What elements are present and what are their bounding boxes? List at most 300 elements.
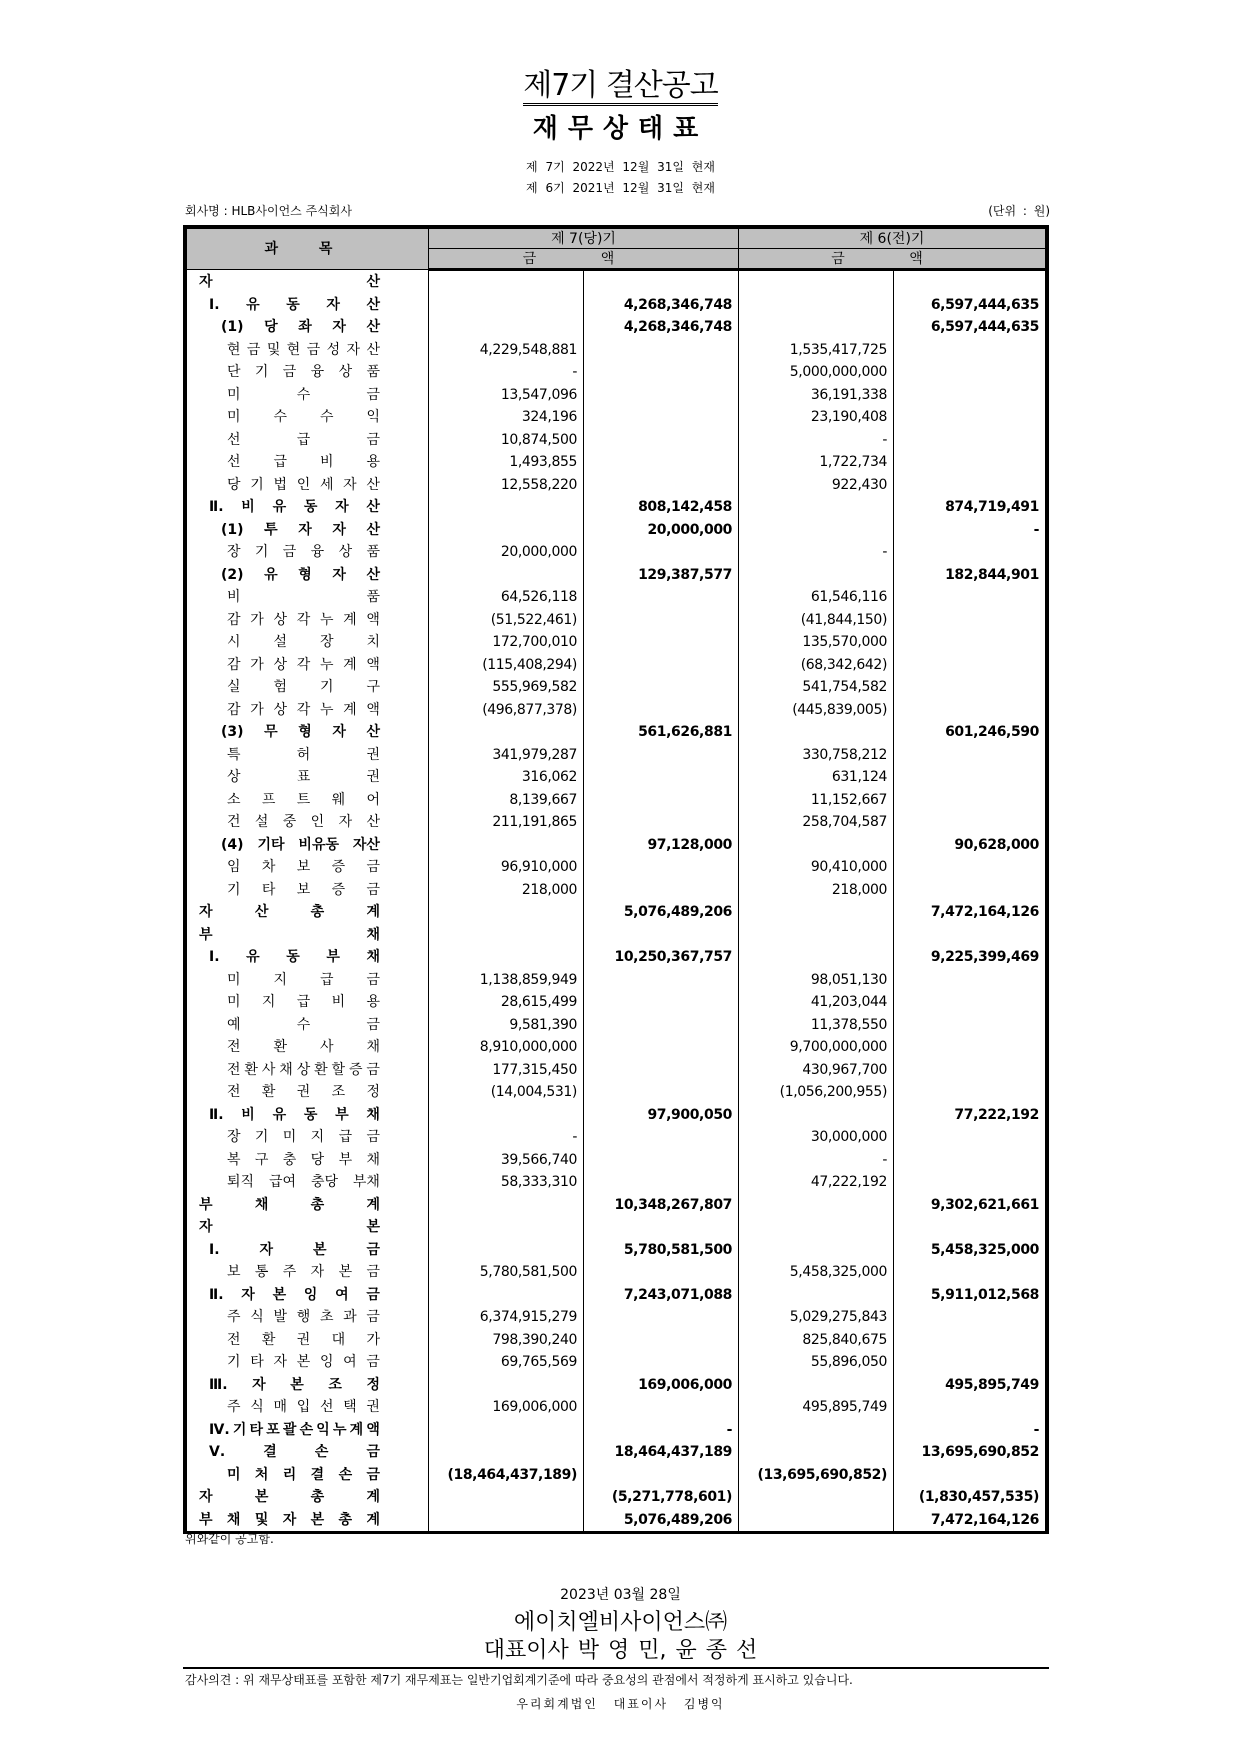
- amount-p1: 90,410,000: [739, 856, 894, 879]
- amount-c2: [584, 1329, 739, 1352]
- amount-c2: 808,142,458: [584, 496, 739, 519]
- amount-p2: [894, 1351, 1046, 1374]
- amount-c2: -: [584, 1419, 739, 1442]
- amount-c1: (18,464,437,189): [429, 1464, 584, 1487]
- account-label-text: (1) 당 좌 자 산: [221, 319, 380, 336]
- amount-c1: [429, 1104, 584, 1127]
- header-current-period: 제 7(당)기: [429, 229, 739, 249]
- amount-p2: 90,628,000: [894, 834, 1046, 857]
- table-row: [187, 609, 1046, 632]
- account-label: [187, 1351, 429, 1374]
- amount-p2: [894, 586, 1046, 609]
- account-label-text: Ⅱ. 비 유 동 자 산: [209, 499, 380, 516]
- table-row: [187, 699, 1046, 722]
- table-row: [187, 766, 1046, 789]
- amount-p1: 5,458,325,000: [739, 1261, 894, 1284]
- amount-p1: [739, 496, 894, 519]
- table-row: [187, 270, 1046, 294]
- amount-c1: 6,374,915,279: [429, 1306, 584, 1329]
- amount-p2: -: [894, 1419, 1046, 1442]
- account-label: [187, 811, 429, 834]
- amount-c2: 10,348,267,807: [584, 1194, 739, 1217]
- amount-p2: 9,302,621,661: [894, 1194, 1046, 1217]
- account-label-text: 기 타 보 증 금: [227, 881, 380, 898]
- amount-c1: [429, 834, 584, 857]
- account-label-text: 부 채 및 자 본 총 계: [199, 1511, 380, 1528]
- amount-c2: [584, 1149, 739, 1172]
- amount-p1: 1,722,734: [739, 451, 894, 474]
- account-label: [187, 451, 429, 474]
- account-label: [187, 676, 429, 699]
- account-label: [187, 1126, 429, 1149]
- account-label-text: 자 본: [199, 1219, 380, 1236]
- amount-c2: [584, 1216, 739, 1239]
- amount-p2: [894, 1126, 1046, 1149]
- amount-p2: 77,222,192: [894, 1104, 1046, 1127]
- account-label: [187, 969, 429, 992]
- amount-p1: [739, 1374, 894, 1397]
- account-label-text: Ⅰ. 유 동 부 채: [209, 949, 380, 966]
- table-row: [187, 789, 1046, 812]
- account-label-text: 자 산 총 계: [199, 904, 380, 921]
- amount-c1: 555,969,582: [429, 676, 584, 699]
- table-row: [187, 406, 1046, 429]
- account-label-text: 부 채 총 계: [199, 1196, 380, 1213]
- amount-p1: 5,000,000,000: [739, 361, 894, 384]
- table-row: [187, 1149, 1046, 1172]
- amount-p1: (1,056,200,955): [739, 1081, 894, 1104]
- amount-c2: [584, 384, 739, 407]
- account-label: [187, 339, 429, 362]
- amount-c1: [429, 946, 584, 969]
- auditor-signature: 우리회계법인 대표이사 김병익: [516, 1697, 725, 1711]
- account-label-text: 시 설 장 치: [227, 634, 380, 651]
- account-label: [187, 519, 429, 542]
- table-row: [187, 361, 1046, 384]
- amount-p2: 874,719,491: [894, 496, 1046, 519]
- amount-c1: -: [429, 361, 584, 384]
- amount-c2: [584, 856, 739, 879]
- account-label: [187, 721, 429, 744]
- amount-c2: [584, 361, 739, 384]
- amount-c2: 18,464,437,189: [584, 1441, 739, 1464]
- amount-p1: 47,222,192: [739, 1171, 894, 1194]
- amount-p1: (68,342,642): [739, 654, 894, 677]
- amount-p1: [739, 834, 894, 857]
- account-label-text: 특 허 권: [227, 746, 380, 763]
- amount-p1: 41,203,044: [739, 991, 894, 1014]
- account-label: [187, 946, 429, 969]
- table-row: [187, 946, 1046, 969]
- amount-c2: [584, 474, 739, 497]
- account-label-text: 임 차 보 증 금: [227, 859, 380, 876]
- table-row: [187, 1396, 1046, 1419]
- table-row: [187, 1486, 1046, 1509]
- amount-c1: 316,062: [429, 766, 584, 789]
- period-current: 제 7기 2022년 12월 31일 현재: [526, 160, 715, 174]
- amount-c2: [584, 429, 739, 452]
- account-label-text: (2) 유 형 자 산: [221, 566, 380, 583]
- notice-date: 2023년 03월 28일: [560, 1587, 681, 1603]
- amount-p1: -: [739, 429, 894, 452]
- amount-c1: [429, 316, 584, 339]
- header-prior-amount: 금 액: [739, 249, 1046, 270]
- amount-p1: [739, 946, 894, 969]
- amount-c2: [584, 924, 739, 947]
- amount-p2: [894, 1036, 1046, 1059]
- account-label: [187, 1306, 429, 1329]
- table-row: [187, 811, 1046, 834]
- amount-c1: 211,191,865: [429, 811, 584, 834]
- amount-c1: 13,547,096: [429, 384, 584, 407]
- table-row: [187, 564, 1046, 587]
- account-label: [187, 1014, 429, 1037]
- amount-p2: [894, 766, 1046, 789]
- amount-c2: 4,268,346,748: [584, 294, 739, 317]
- amount-p1: [739, 924, 894, 947]
- account-label-text: 선 급 금: [227, 431, 380, 448]
- table-row: [187, 1216, 1046, 1239]
- amount-c1: [429, 496, 584, 519]
- statement-title: 재무상태표: [532, 114, 709, 144]
- amount-c2: [584, 1171, 739, 1194]
- amount-p1: 61,546,116: [739, 586, 894, 609]
- amount-p1: [739, 294, 894, 317]
- amount-p1: [739, 1509, 894, 1532]
- amount-p2: [894, 924, 1046, 947]
- account-label: [187, 1081, 429, 1104]
- amount-p2: [894, 270, 1046, 294]
- account-label-text: 미 지 급 비 용: [227, 994, 380, 1011]
- amount-p2: 6,597,444,635: [894, 294, 1046, 317]
- table-row: [187, 1351, 1046, 1374]
- amount-c2: (5,271,778,601): [584, 1486, 739, 1509]
- amount-p1: [739, 1441, 894, 1464]
- table-row: [187, 676, 1046, 699]
- account-label-text: 주 식 매 입 선 택 권: [227, 1399, 380, 1416]
- amount-c1: [429, 270, 584, 294]
- amount-c1: [429, 1284, 584, 1307]
- amount-c1: 69,765,569: [429, 1351, 584, 1374]
- amount-c1: 218,000: [429, 879, 584, 902]
- amount-p2: [894, 1081, 1046, 1104]
- account-label: [187, 856, 429, 879]
- table-row: [187, 1306, 1046, 1329]
- account-label: [187, 270, 429, 294]
- period-prior: 제 6기 2021년 12월 31일 현재: [526, 181, 715, 195]
- amount-c2: [584, 406, 739, 429]
- account-label: [187, 384, 429, 407]
- amount-p2: [894, 1464, 1046, 1487]
- amount-c1: [429, 1216, 584, 1239]
- amount-c2: 4,268,346,748: [584, 316, 739, 339]
- account-label-text: 보 통 주 자 본 금: [227, 1264, 380, 1281]
- amount-p2: [894, 879, 1046, 902]
- account-label-text: 퇴직 급여 충당 부채: [227, 1174, 380, 1191]
- account-label: [187, 1464, 429, 1487]
- table-row: [187, 1284, 1046, 1307]
- amount-c1: [429, 901, 584, 924]
- table-row: [187, 1171, 1046, 1194]
- amount-c1: 64,526,118: [429, 586, 584, 609]
- amount-c2: [584, 1396, 739, 1419]
- table-row: [187, 1036, 1046, 1059]
- amount-p2: [894, 384, 1046, 407]
- amount-c2: [584, 541, 739, 564]
- amount-p2: [894, 1329, 1046, 1352]
- amount-c1: 12,558,220: [429, 474, 584, 497]
- balance-sheet-table: [183, 225, 1049, 1534]
- table-row: [187, 1261, 1046, 1284]
- amount-c1: [429, 924, 584, 947]
- amount-p1: 258,704,587: [739, 811, 894, 834]
- amount-c1: [429, 564, 584, 587]
- amount-c2: [584, 676, 739, 699]
- amount-p2: [894, 1261, 1046, 1284]
- amount-p2: [894, 969, 1046, 992]
- header-current-amount: 금 액: [429, 249, 739, 270]
- table-row: [187, 1081, 1046, 1104]
- amount-p2: [894, 991, 1046, 1014]
- unit-label: (단위 : 원): [988, 204, 1050, 218]
- amount-c2: [584, 1351, 739, 1374]
- amount-p2: 5,458,325,000: [894, 1239, 1046, 1262]
- account-label: [187, 1509, 429, 1532]
- audit-opinion: 감사의견 : 위 재무상태표를 포함한 제7기 재무제표는 일반기업회계기준에 따라 중요성의 관점에서 적정하게 표시하고 있습니다.: [185, 1673, 853, 1687]
- table-row: [187, 294, 1046, 317]
- account-label-text: Ⅲ. 자 본 조 정: [209, 1376, 380, 1393]
- amount-c1: [429, 1239, 584, 1262]
- company-name: 회사명 : HLB사이언스 주식회사: [185, 204, 352, 218]
- amount-c2: 7,243,071,088: [584, 1284, 739, 1307]
- amount-p2: [894, 654, 1046, 677]
- account-label: [187, 631, 429, 654]
- account-label: [187, 609, 429, 632]
- amount-c2: [584, 339, 739, 362]
- table-row: [187, 1419, 1046, 1442]
- amount-p1: [739, 519, 894, 542]
- account-label-text: 소 프 트 웨 어: [227, 791, 380, 808]
- account-label: [187, 316, 429, 339]
- amount-p1: [739, 316, 894, 339]
- amount-p1: 218,000: [739, 879, 894, 902]
- amount-c2: [584, 1014, 739, 1037]
- amount-p1: 11,378,550: [739, 1014, 894, 1037]
- table-row: [187, 1441, 1046, 1464]
- amount-p1: 330,758,212: [739, 744, 894, 767]
- table-row: [187, 1464, 1046, 1487]
- table-row: [187, 429, 1046, 452]
- amount-p1: 36,191,338: [739, 384, 894, 407]
- amount-c2: [584, 270, 739, 294]
- amount-c2: 561,626,881: [584, 721, 739, 744]
- account-label-text: Ⅳ. 기 타 포 괄 손 익 누 계 액: [209, 1421, 380, 1438]
- amount-p1: 541,754,582: [739, 676, 894, 699]
- amount-p2: -: [894, 519, 1046, 542]
- account-label-text: 실 험 기 구: [227, 679, 380, 696]
- account-label: [187, 1374, 429, 1397]
- account-label-text: Ⅱ. 자 본 잉 여 금: [209, 1286, 380, 1303]
- account-label-text: 감 가 상 각 누 계 액: [227, 701, 380, 718]
- table-row: [187, 631, 1046, 654]
- account-label: [187, 1104, 429, 1127]
- amount-c1: [429, 294, 584, 317]
- amount-p2: [894, 1306, 1046, 1329]
- amount-p1: 495,895,749: [739, 1396, 894, 1419]
- amount-c1: [429, 1194, 584, 1217]
- amount-p1: 631,124: [739, 766, 894, 789]
- account-label-text: Ⅰ. 자 본 금: [209, 1241, 380, 1258]
- amount-p1: -: [739, 541, 894, 564]
- account-label: [187, 654, 429, 677]
- account-label: [187, 1171, 429, 1194]
- amount-c1: [429, 1509, 584, 1532]
- table-row: [187, 519, 1046, 542]
- header-account: 과 목: [187, 229, 429, 270]
- account-label: [187, 1284, 429, 1307]
- amount-p2: [894, 744, 1046, 767]
- amount-c2: 10,250,367,757: [584, 946, 739, 969]
- account-label-text: 현 금 및 현 금 성 자 산: [227, 341, 380, 358]
- amount-c2: [584, 1306, 739, 1329]
- account-label: [187, 1216, 429, 1239]
- amount-p1: (41,844,150): [739, 609, 894, 632]
- table-row: [187, 924, 1046, 947]
- account-label-text: 미 수 금: [227, 386, 380, 403]
- amount-c1: 58,333,310: [429, 1171, 584, 1194]
- account-label-text: 자 산: [199, 273, 380, 290]
- table-row: [187, 316, 1046, 339]
- amount-c2: [584, 1059, 739, 1082]
- amount-p1: (13,695,690,852): [739, 1464, 894, 1487]
- amount-c1: 177,315,450: [429, 1059, 584, 1082]
- amount-c1: 8,139,667: [429, 789, 584, 812]
- amount-c2: 5,076,489,206: [584, 901, 739, 924]
- account-label-text: 부 채: [199, 926, 380, 943]
- table-row: [187, 1104, 1046, 1127]
- account-label: [187, 924, 429, 947]
- amount-c1: 96,910,000: [429, 856, 584, 879]
- amount-p2: [894, 474, 1046, 497]
- amount-c1: (51,522,461): [429, 609, 584, 632]
- account-label: [187, 879, 429, 902]
- table-row: [187, 834, 1046, 857]
- amount-p2: [894, 699, 1046, 722]
- amount-p1: [739, 270, 894, 294]
- amount-c2: 5,076,489,206: [584, 1509, 739, 1532]
- amount-p2: 495,895,749: [894, 1374, 1046, 1397]
- table-row: [187, 1194, 1046, 1217]
- amount-p1: [739, 1419, 894, 1442]
- amount-p2: [894, 451, 1046, 474]
- account-label-text: 당 기 법 인 세 자 산: [227, 476, 380, 493]
- amount-c2: [584, 654, 739, 677]
- account-label: [187, 429, 429, 452]
- amount-p2: [894, 811, 1046, 834]
- table-row: [187, 496, 1046, 519]
- table-row: [187, 1059, 1046, 1082]
- amount-p1: 825,840,675: [739, 1329, 894, 1352]
- amount-c2: [584, 1261, 739, 1284]
- amount-p1: [739, 901, 894, 924]
- amount-c1: [429, 1374, 584, 1397]
- amount-c2: [584, 451, 739, 474]
- account-label: [187, 699, 429, 722]
- amount-c2: [584, 991, 739, 1014]
- amount-p2: [894, 856, 1046, 879]
- amount-c2: [584, 1081, 739, 1104]
- account-label: [187, 1441, 429, 1464]
- account-label-text: 장 기 금 융 상 품: [227, 544, 380, 561]
- account-label-text: 상 표 권: [227, 769, 380, 786]
- account-label-text: Ⅰ. 유 동 자 산: [209, 296, 380, 313]
- table-row: [187, 856, 1046, 879]
- amount-p2: (1,830,457,535): [894, 1486, 1046, 1509]
- account-label-text: 기 타 자 본 잉 여 금: [227, 1354, 380, 1371]
- document-title: 제7기 결산공고: [0, 70, 1241, 106]
- amount-c2: [584, 1126, 739, 1149]
- amount-c2: 20,000,000: [584, 519, 739, 542]
- account-label: [187, 1059, 429, 1082]
- amount-c2: 169,006,000: [584, 1374, 739, 1397]
- account-label-text: 미 수 수 익: [227, 409, 380, 426]
- amount-c1: [429, 1486, 584, 1509]
- amount-c1: 10,874,500: [429, 429, 584, 452]
- account-label: [187, 1036, 429, 1059]
- account-label: [187, 834, 429, 857]
- amount-c1: 9,581,390: [429, 1014, 584, 1037]
- account-label: [187, 1419, 429, 1442]
- amount-c1: (115,408,294): [429, 654, 584, 677]
- account-label-text: 복 구 충 당 부 채: [227, 1151, 380, 1168]
- amount-c2: [584, 631, 739, 654]
- amount-c2: [584, 766, 739, 789]
- account-label: [187, 564, 429, 587]
- amount-p2: [894, 361, 1046, 384]
- notice-text: 위와같이 공고함.: [185, 1532, 274, 1546]
- amount-p1: [739, 564, 894, 587]
- amount-p2: [894, 789, 1046, 812]
- table-row: [187, 1509, 1046, 1532]
- account-label: [187, 1261, 429, 1284]
- amount-p1: 5,029,275,843: [739, 1306, 894, 1329]
- amount-p1: 23,190,408: [739, 406, 894, 429]
- account-label-text: 단 기 금 융 상 품: [227, 364, 380, 381]
- amount-c1: [429, 519, 584, 542]
- account-label: [187, 1194, 429, 1217]
- account-label-text: 건 설 중 인 자 산: [227, 814, 380, 831]
- amount-c2: 129,387,577: [584, 564, 739, 587]
- account-label-text: 자 본 총 계: [199, 1489, 380, 1506]
- amount-p1: [739, 1284, 894, 1307]
- amount-c1: 324,196: [429, 406, 584, 429]
- account-label: [187, 766, 429, 789]
- amount-c1: -: [429, 1126, 584, 1149]
- account-label-text: (1) 투 자 자 산: [221, 521, 380, 538]
- amount-p2: [894, 541, 1046, 564]
- amount-p1: [739, 1104, 894, 1127]
- table-row: [187, 541, 1046, 564]
- amount-c2: [584, 699, 739, 722]
- amount-c2: [584, 969, 739, 992]
- account-label: [187, 901, 429, 924]
- account-label: [187, 1149, 429, 1172]
- amount-p1: 430,967,700: [739, 1059, 894, 1082]
- table-row: [187, 1374, 1046, 1397]
- amount-c1: [429, 721, 584, 744]
- amount-p2: [894, 676, 1046, 699]
- account-label-text: Ⅱ. 비 유 동 부 채: [209, 1106, 380, 1123]
